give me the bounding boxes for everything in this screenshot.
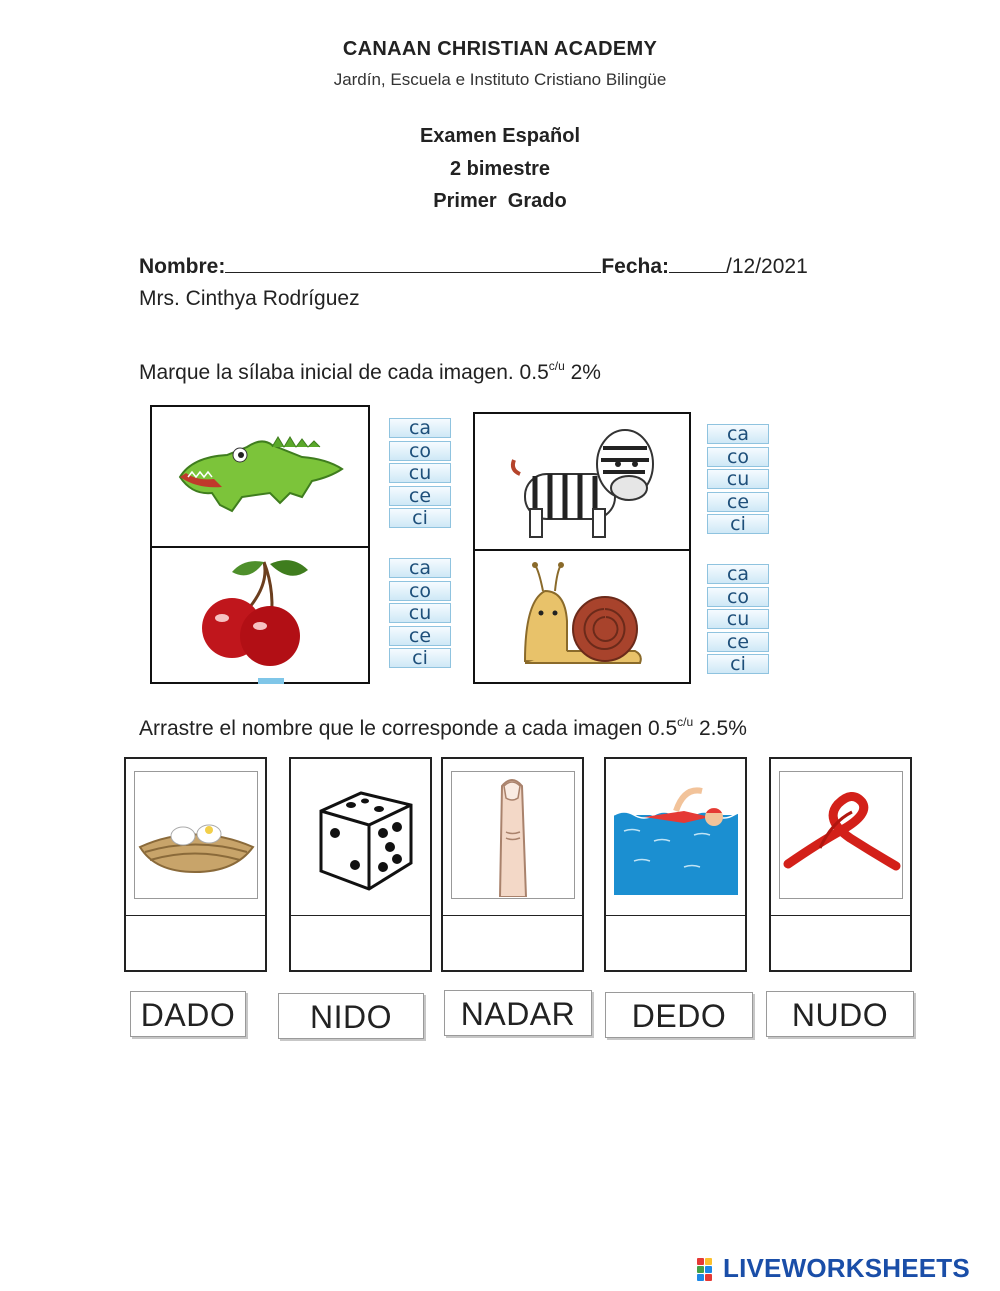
- student-info-row: [139, 254, 808, 279]
- knot-frame: [769, 757, 912, 972]
- logo-square-red: [697, 1258, 704, 1265]
- syllable-options-crocodile: [389, 418, 451, 531]
- zebra-image-cell: [473, 412, 691, 552]
- syllable-option-crocodile-co[interactable]: co: [389, 441, 451, 461]
- syllable-options-cherry: [389, 558, 451, 671]
- section2-instruction-sup: c/u: [677, 715, 694, 729]
- finger-image: [451, 771, 575, 899]
- nest-answer-box[interactable]: [126, 915, 265, 971]
- knot-answer-box[interactable]: [771, 915, 910, 971]
- logo-square-blue: [705, 1266, 712, 1273]
- section1-instruction-points: 2%: [564, 361, 601, 384]
- syllable-option-zebra-ca[interactable]: ca: [707, 424, 769, 444]
- zebra-icon: [475, 414, 688, 549]
- swimmer-icon: [614, 771, 738, 899]
- cherry-icon: [152, 548, 367, 681]
- syllable-option-zebra-co[interactable]: co: [707, 447, 769, 467]
- syllable-option-cherry-ci[interactable]: ci: [389, 648, 451, 668]
- dice-answer-box[interactable]: [291, 915, 430, 971]
- section1-instruction-sup: c/u: [548, 359, 565, 373]
- finger-icon: [452, 772, 573, 897]
- name-label: Nombre:: [139, 255, 226, 278]
- syllable-option-crocodile-ce[interactable]: ce: [389, 486, 451, 506]
- nest-image: [134, 771, 258, 899]
- syllable-option-zebra-ce[interactable]: ce: [707, 492, 769, 512]
- school-subtitle: Jardín, Escuela e Instituto Cristiano Bilingüe: [333, 70, 667, 89]
- snail-icon: [475, 551, 688, 681]
- teacher-name: Mrs. Cinthya Rodríguez: [139, 287, 360, 310]
- word-card-dado[interactable]: DADO: [130, 991, 246, 1037]
- logo-square-green: [697, 1266, 704, 1273]
- knot-image: [779, 771, 903, 899]
- section2-instruction-points: 2.5%: [693, 717, 747, 740]
- section2-instruction: [139, 715, 747, 741]
- syllable-option-snail-ci[interactable]: ci: [707, 654, 769, 674]
- date-day-blank[interactable]: [669, 254, 726, 273]
- syllable-option-zebra-ci[interactable]: ci: [707, 514, 769, 534]
- section1-instruction: [139, 359, 601, 385]
- drop-marker: [258, 678, 284, 684]
- syllable-option-snail-ce[interactable]: ce: [707, 632, 769, 652]
- swimmer-frame: [604, 757, 747, 972]
- date-label: Fecha:: [601, 255, 670, 278]
- snail-image-cell: [473, 549, 691, 684]
- knot-icon: [780, 772, 901, 897]
- syllable-option-crocodile-ci[interactable]: ci: [389, 508, 451, 528]
- crocodile-icon: [152, 407, 367, 548]
- syllable-option-snail-co[interactable]: co: [707, 587, 769, 607]
- word-card-nudo[interactable]: NUDO: [766, 991, 914, 1037]
- crocodile-image-cell: [150, 405, 370, 551]
- liveworksheets-logo-icon: [697, 1258, 721, 1282]
- logo-square-yellow: [705, 1258, 712, 1265]
- logo-square-red-2: [705, 1274, 712, 1281]
- exam-grade: Primer Grado: [433, 190, 567, 212]
- logo-square-blue-2: [697, 1274, 704, 1281]
- syllable-option-crocodile-cu[interactable]: cu: [389, 463, 451, 483]
- syllable-option-cherry-ce[interactable]: ce: [389, 626, 451, 646]
- syllable-option-snail-cu[interactable]: cu: [707, 609, 769, 629]
- syllable-options-snail: [707, 564, 769, 677]
- school-name: CANAAN CHRISTIAN ACADEMY: [342, 38, 658, 60]
- name-blank[interactable]: [225, 254, 601, 273]
- liveworksheets-brand: LIVEWORKSHEETS: [723, 1253, 970, 1283]
- section1-instruction-text: Marque la sílaba inicial de cada imagen. 0.5: [139, 361, 549, 384]
- exam-period: 2 bimestre: [449, 158, 551, 180]
- syllable-option-cherry-co[interactable]: co: [389, 581, 451, 601]
- dice-image: [299, 771, 423, 899]
- syllable-options-zebra: [707, 424, 769, 537]
- date-suffix: /12/2021: [726, 255, 808, 278]
- syllable-option-zebra-cu[interactable]: cu: [707, 469, 769, 489]
- nest-icon: [135, 772, 256, 897]
- word-card-nido[interactable]: NIDO: [278, 993, 424, 1039]
- word-card-dedo[interactable]: DEDO: [605, 992, 753, 1038]
- nest-frame: [124, 757, 267, 972]
- finger-answer-box[interactable]: [443, 915, 582, 971]
- word-card-nadar[interactable]: NADAR: [444, 990, 592, 1036]
- section2-instruction-text: Arrastre el nombre que le corresponde a cada imagen 0.5: [139, 717, 678, 740]
- syllable-option-crocodile-ca[interactable]: ca: [389, 418, 451, 438]
- syllable-option-cherry-cu[interactable]: cu: [389, 603, 451, 623]
- syllable-option-cherry-ca[interactable]: ca: [389, 558, 451, 578]
- dice-icon: [299, 771, 423, 899]
- syllable-option-snail-ca[interactable]: ca: [707, 564, 769, 584]
- finger-frame: [441, 757, 584, 972]
- cherry-image-cell: [150, 546, 370, 684]
- swimmer-answer-box[interactable]: [606, 915, 745, 971]
- swimmer-image: [614, 771, 738, 899]
- dice-frame: [289, 757, 432, 972]
- exam-title: Examen Español: [419, 125, 581, 147]
